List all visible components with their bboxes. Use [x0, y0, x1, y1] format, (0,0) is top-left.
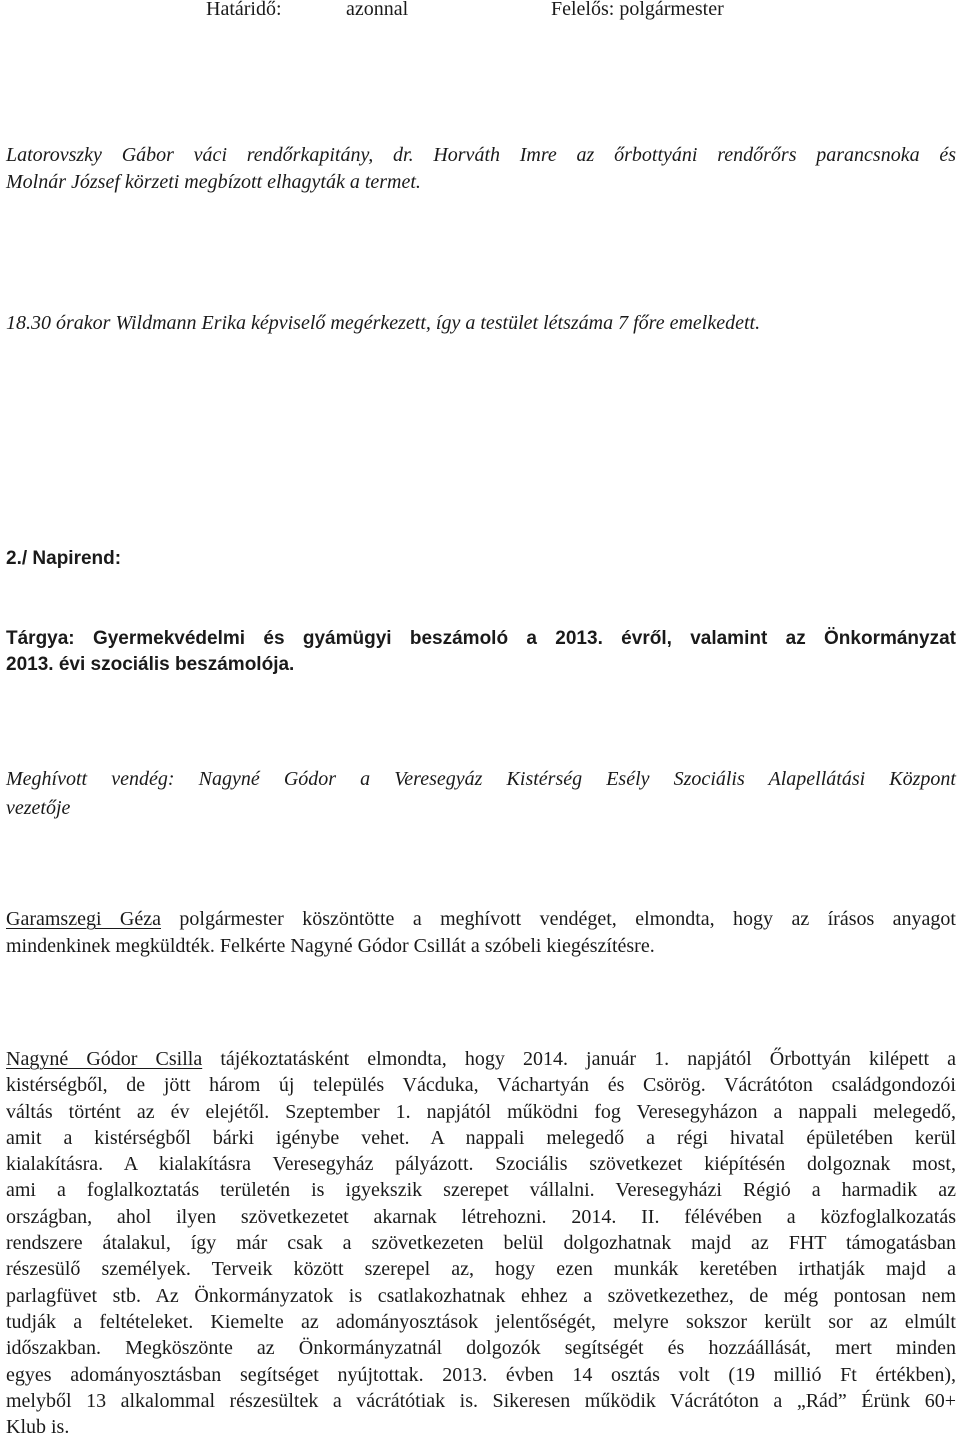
report-line: melyből 13 alkalommal részesültek a vácrátótiak is. Sikeresen működik Vácrátóton a „Rád” Érünk 60+ — [6, 1389, 956, 1412]
deadline-value: azonnal — [346, 0, 409, 20]
report-line: időszakban. Megköszönte az Önkormányzatnál dolgozók segítségét és hozzáállását, mert minden — [6, 1337, 956, 1360]
report-paragraph — [6, 1046, 956, 1440]
guest-line-1: Meghívott vendég: Nagyné Gódor a Veresegyáz Kistérség Esély Szociális Alapellátási Központ — [6, 768, 956, 790]
report-line: tudják a feltételeket. Kiemelte az adományosztások jelentőségét, melyre sokszor került sor az elmúlt — [6, 1310, 956, 1333]
report-line: egyes adományosztásban segítséget nyújtottak. 2013. évben 14 osztás volt (19 millió Ft értékben), — [6, 1363, 956, 1386]
report-line: Klub is. — [6, 1416, 70, 1439]
agenda-number: 2./ Napirend: — [6, 548, 122, 569]
mayor-paragraph-line-2: mindenkinek megküldték. Felkérte Nagyné Gódor Csillát a szóbeli kiegészítésre. — [6, 935, 655, 957]
responsible-person: Felelős: polgármester — [551, 0, 724, 20]
mayor-line-1-text: polgármester köszöntötte a meghívott vendéget, elmondta, hogy az írásos anyagot — [161, 908, 956, 930]
report-line: kialakításra. A kialakításra Veresegyház pályázott. Szociális szövetkezet kiépítésén dolgoznak most, — [6, 1153, 956, 1176]
deadline-label: Határidő: — [206, 0, 282, 20]
report-line-1-text: tájékoztatásként elmondta, hogy 2014. január 1. napjától Őrbottyán kilépett a — [202, 1048, 956, 1070]
report-line: ami a foglalkoztatás területén is igyekszik szerepet vállalni. Veresegyházi Régió a harmadik az — [6, 1179, 956, 1202]
mayor-paragraph-line-1 — [6, 907, 956, 931]
report-line: rendszere átalakul, így már csak a szövetkezeten belül dolgozhatnak majd az FHT támogatásban — [6, 1232, 956, 1255]
report-speaker-name: Nagyné Gódor Csilla — [6, 1048, 203, 1070]
notice-line-2: Molnár József körzeti megbízott elhagyták a termet. — [6, 171, 421, 193]
report-line: amit a kistérségből bárki igénybe vehet. A nappali melegedő a régi hivatal épületében kerül — [6, 1126, 956, 1149]
agenda-subject-line-1: Tárgya: Gyermekvédelmi és gyámügyi beszámoló a 2013. évről, valamint az Önkormányzat — [6, 628, 956, 649]
report-line: parlagfüvet stb. Az Önkormányzatok is csatlakozhatnak ehhez a szövetkezethez, de még pontosan nem — [6, 1284, 956, 1307]
report-line-1 — [6, 1046, 956, 1072]
report-line: országban, ahol ilyen szövetkezetet akarnak létrehozni. 2014. II. félévében a közfoglalkozatás — [6, 1205, 956, 1228]
report-line: kistérségből, de jött három új település Vácduka, Váchartyán és Csörög. Vácrátóton családgondozói — [6, 1074, 956, 1097]
guest-line-2: vezetője — [6, 797, 71, 819]
arrival-note: 18.30 órakor Wildmann Erika képviselő megérkezett, így a testület létszáma 7 főre emelkedett. — [6, 312, 761, 334]
notice-line-1: Latorovszky Gábor váci rendőrkapitány, dr. Horváth Imre az őrbottyáni rendőrőrs parancsnoka és — [6, 144, 956, 166]
mayor-speaker-name: Garamszegi Géza — [6, 908, 161, 930]
report-line: váltás történt az év elejétől. Szeptember 1. napjától működni fog Veresegyházon a nappali melegedő, — [6, 1100, 956, 1123]
report-line: részesülő személyek. Terveik között szerepel az, hogy ezen munkák keretében irthatják majd a — [6, 1258, 956, 1281]
agenda-subject-line-2: 2013. évi szociális beszámolója. — [6, 654, 295, 675]
